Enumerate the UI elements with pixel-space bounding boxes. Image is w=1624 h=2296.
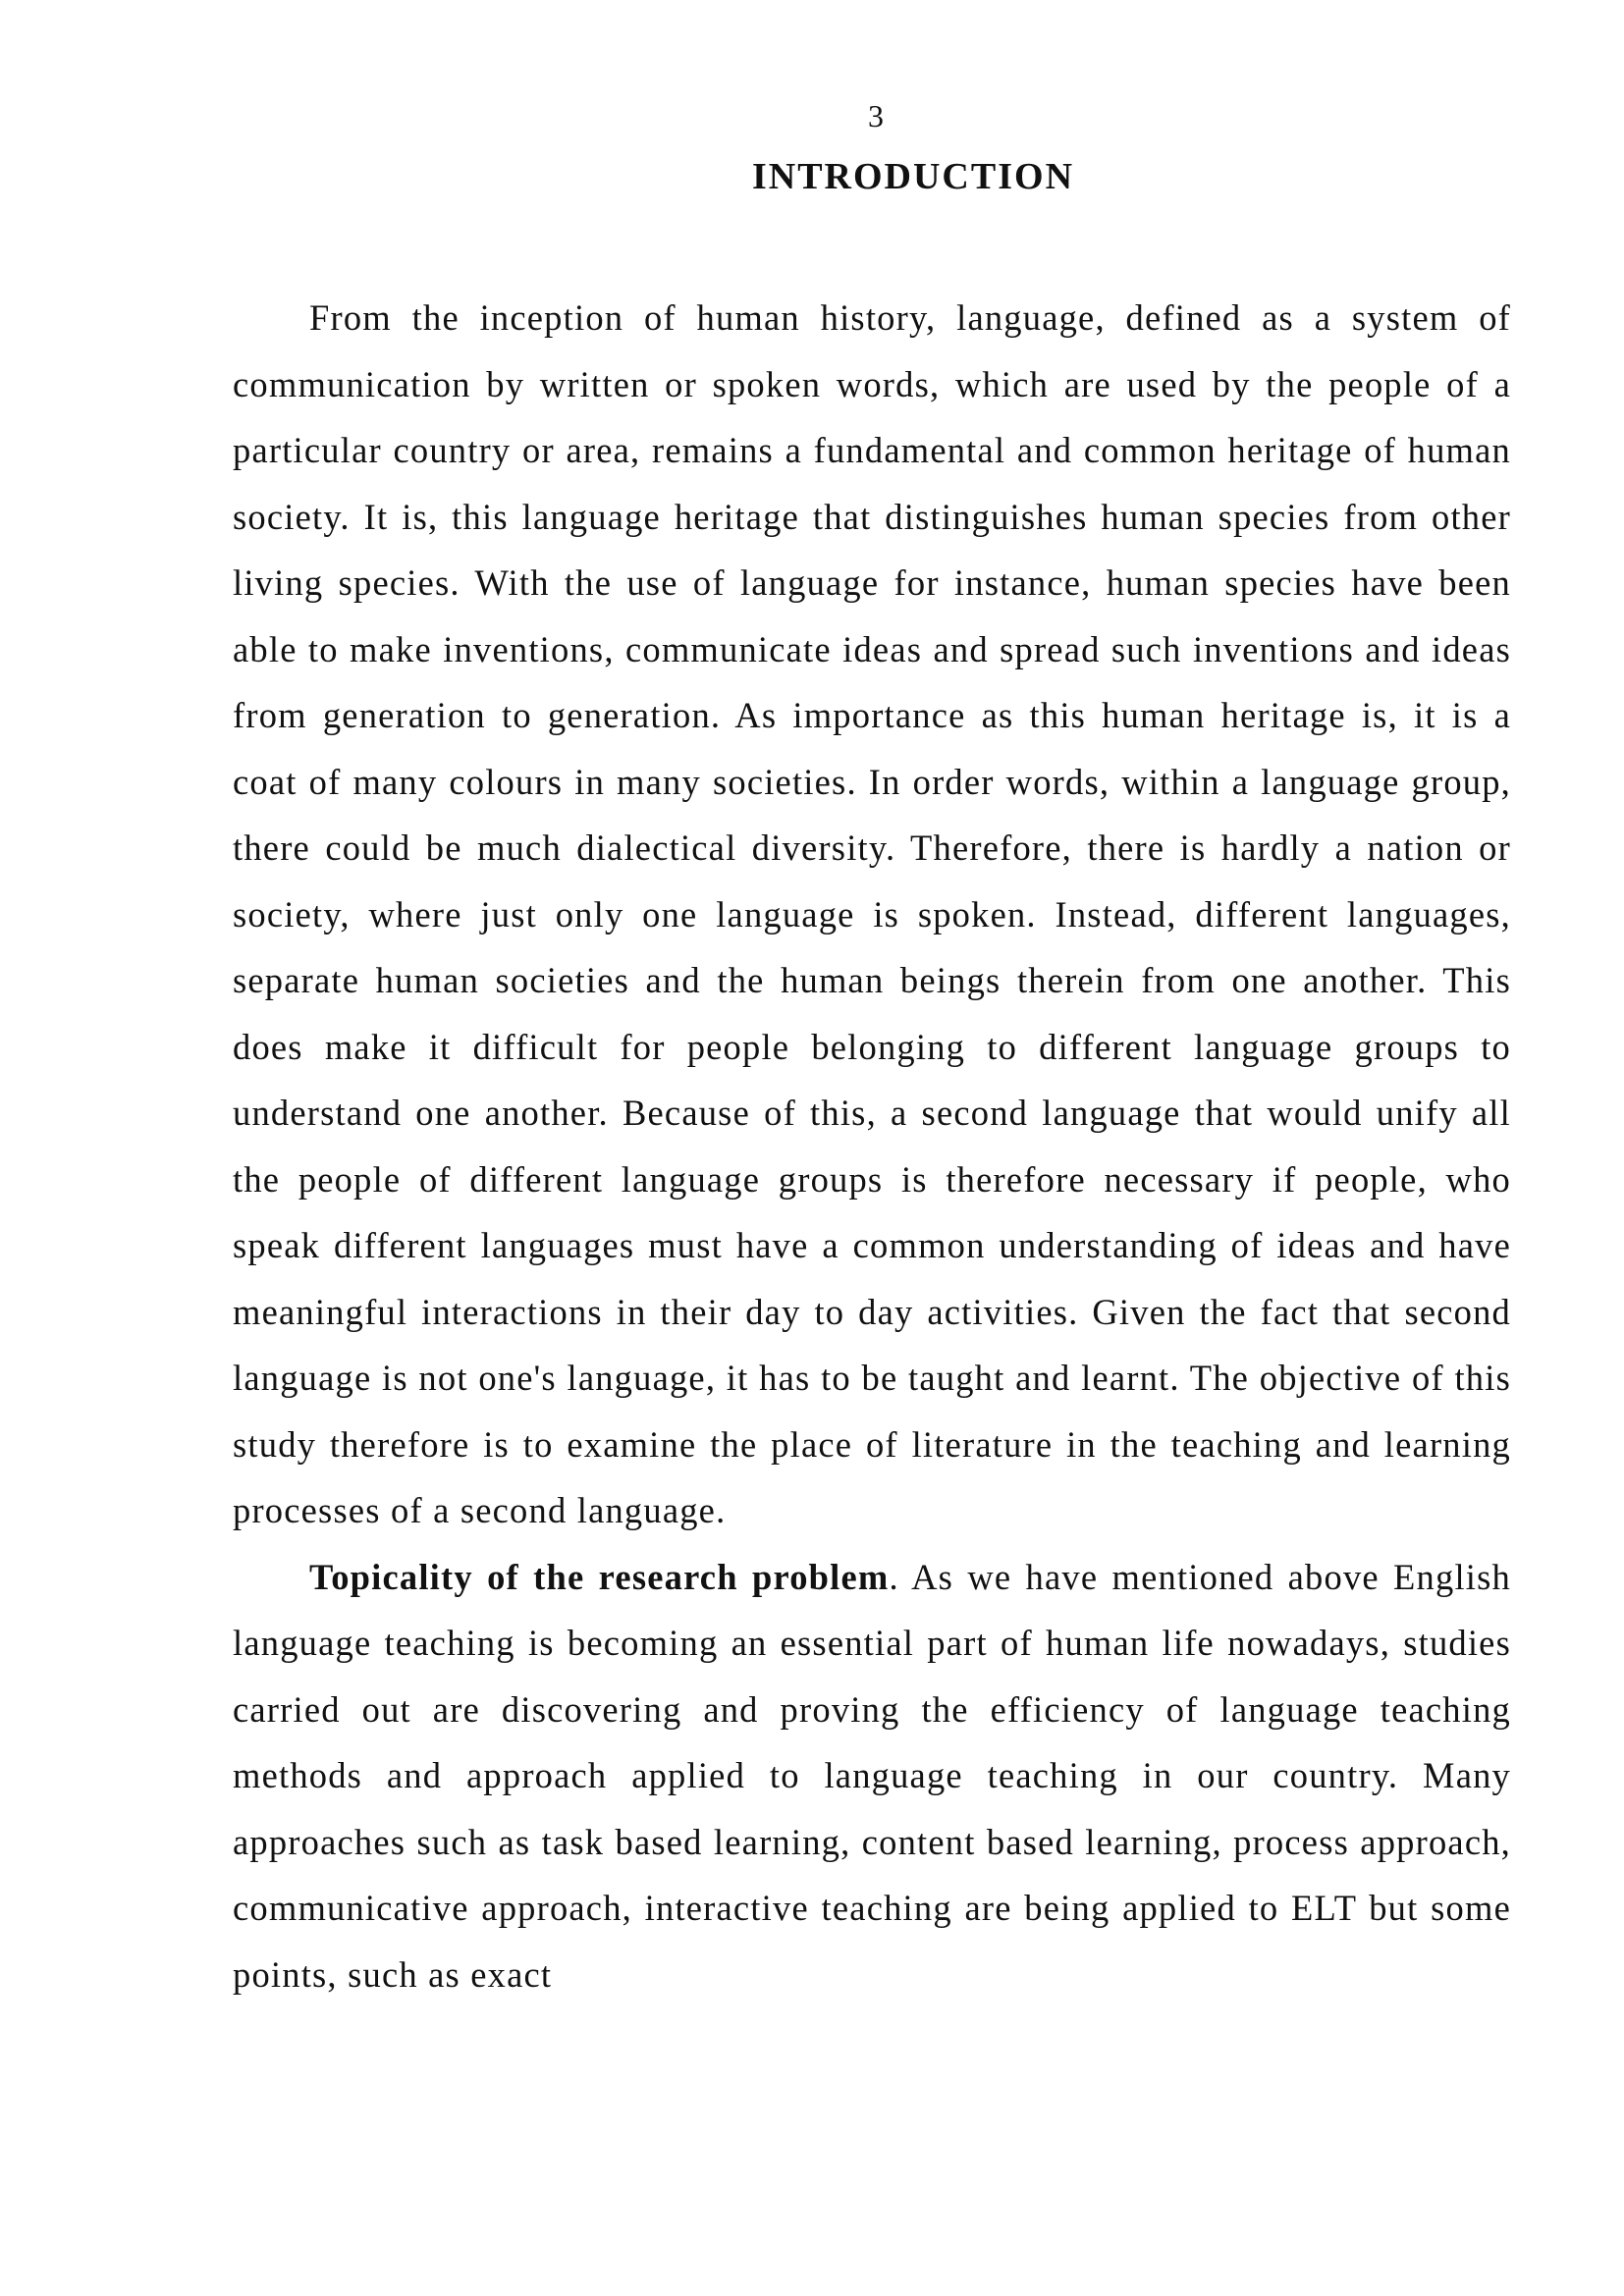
paragraph-text: . As we have mentioned above English language teaching is becoming an essential part of human life nowadays, studies carried out are discovering and proving the efficiency of language teaching methods and approach applied to language teaching in our country. Many approaches such as task based learning, content based learning, process approach, communicative approach, interactive teaching are being applied to ELT but some points, such as exact — [233, 1556, 1511, 1995]
page-number: 3 — [868, 98, 884, 133]
paragraph-introduction — [233, 285, 1511, 1544]
paragraph-text: From the inception of human history, language, defined as a system of communication by written or spoken words, which are used by the people of a particular country or area, remains a fundamental and common heritage of human society. It is, this language heritage that distinguishes human species from other living species. With the use of language for instance, human species have been able to make inventions, communicate ideas and spread such inventions and ideas from generation to generation. As importance as this human heritage is, it is a coat of many colours in many societies. In order words, within a language group, there could be much dialectical diversity. Therefore, there is hardly a nation or society, where just only one language is spoken. Instead, different languages, separate human societies and the human beings therein from one another. This does make it difficult for people belonging to different language groups to understand one another. Because of this, a second language that would unify all the people of different language groups is therefore necessary if people, who speak different languages must have a common understanding of ideas and have meaningful interactions in their day to day activities. Given the fact that second language is not one's language, it has to be taught and learnt. The objective of this study therefore is to examine the place of literature in the teaching and learning processes of a second language. — [233, 297, 1511, 1530]
paragraph-topicality — [233, 1544, 1511, 2008]
page-title: INTRODUCTION — [751, 156, 1075, 197]
body-text — [233, 285, 1511, 2007]
paragraph-lead-heading: Topicality of the research problem — [309, 1556, 890, 1597]
